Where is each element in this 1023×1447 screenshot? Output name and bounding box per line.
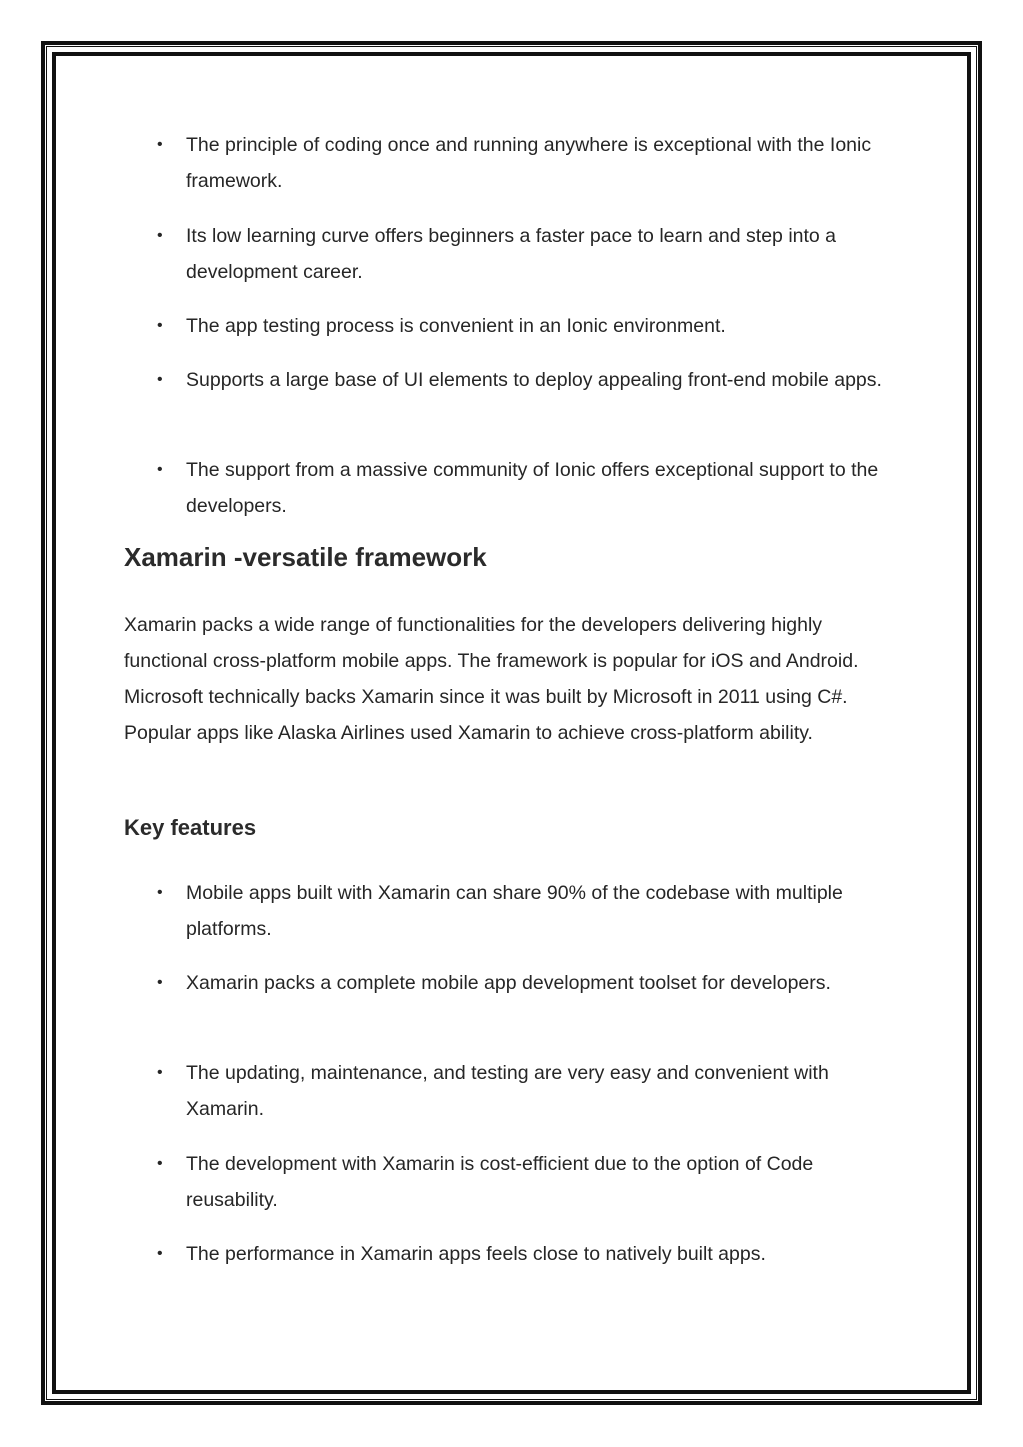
- list-item: [157, 1055, 886, 1127]
- section-paragraph: Xamarin packs a wide range of functionalities for the developers delivering highly functional cross-platform mobile apps. The framework is popular for iOS and Android. Microsoft technically backs Xamarin since it was built by Microsoft in 2011 using C#. Popular apps like Alaska Airlines used Xamarin to achieve cross-platform ability.: [124, 614, 859, 744]
- list-item: [157, 1146, 886, 1218]
- list-item-text: Its low learning curve offers beginners a faster pace to learn and step into a development career.: [186, 225, 837, 283]
- list-item: [157, 218, 886, 290]
- bullet-icon: •: [157, 1064, 163, 1081]
- list-item: [157, 1236, 886, 1272]
- list-item-text: The app testing process is convenient in an Ionic environment.: [186, 315, 726, 337]
- bullet-icon: •: [157, 974, 163, 991]
- list-item: [157, 965, 886, 1001]
- list-item-text: The development with Xamarin is cost-efficient due to the option of Code reusability.: [186, 1153, 814, 1211]
- bullet-icon: •: [157, 1155, 163, 1172]
- bullet-icon: •: [157, 317, 163, 334]
- list-item-text: The performance in Xamarin apps feels close to natively built apps.: [186, 1243, 766, 1265]
- list-item-text: The principle of coding once and running anywhere is exceptional with the Ionic framework.: [186, 134, 872, 192]
- list-item: [157, 875, 886, 947]
- list-item: [157, 308, 886, 344]
- bullet-icon: •: [157, 1245, 163, 1262]
- bullet-icon: •: [157, 371, 163, 388]
- list-item-text: Supports a large base of UI elements to deploy appealing front-end mobile apps.: [186, 369, 882, 391]
- bullet-icon: •: [157, 461, 163, 478]
- list-item-text: Mobile apps built with Xamarin can share 90% of the codebase with multiple platforms.: [186, 882, 843, 940]
- list-item: [157, 362, 886, 398]
- list-item: [157, 452, 886, 524]
- list-item-text: The updating, maintenance, and testing are very easy and convenient with Xamarin.: [186, 1062, 829, 1120]
- bullet-icon: •: [157, 884, 163, 901]
- list-item-text: The support from a massive community of Ionic offers exceptional support to the developers.: [186, 459, 879, 517]
- bullet-icon: •: [157, 136, 163, 153]
- bullet-icon: •: [157, 227, 163, 244]
- list-item: [157, 127, 886, 199]
- key-features-heading: Key features: [124, 815, 257, 840]
- list-item-text: Xamarin packs a complete mobile app development toolset for developers.: [186, 972, 831, 994]
- section-heading: Xamarin -versatile framework: [124, 542, 487, 572]
